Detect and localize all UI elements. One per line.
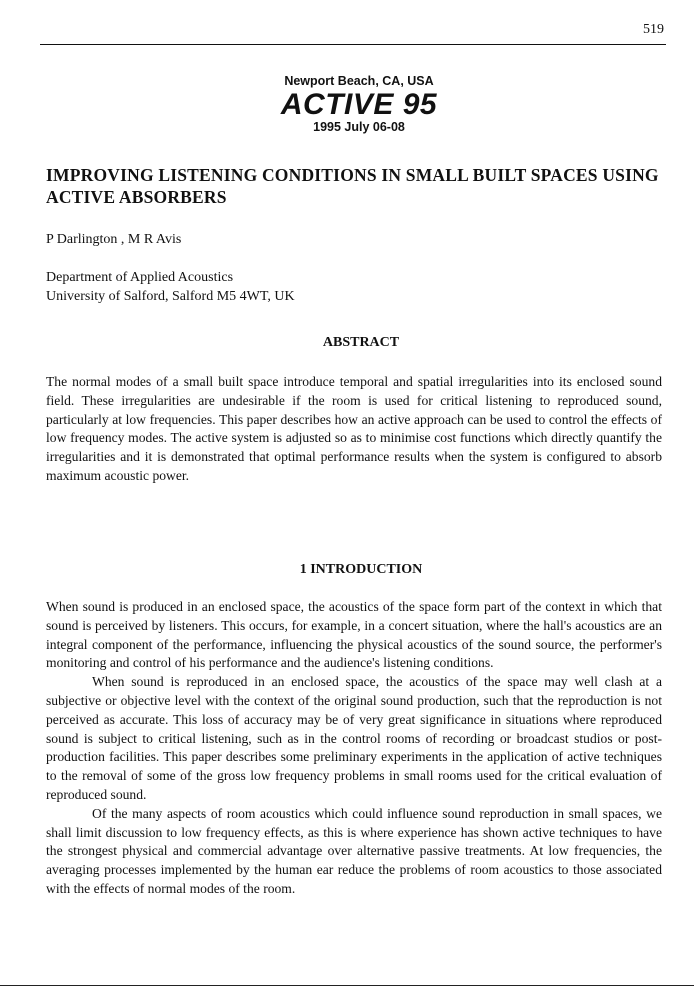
abstract-heading: ABSTRACT xyxy=(322,335,400,350)
affiliation xyxy=(46,268,295,306)
conference-dates: 1995 July 06-08 xyxy=(313,120,405,134)
introduction-body xyxy=(46,598,662,899)
authors: P Darlington , M R Avis xyxy=(46,232,182,247)
conference-header xyxy=(0,74,694,134)
conference-name: ACTIVE 95 xyxy=(280,88,438,121)
intro-paragraph-2: When sound is reproduced in an enclosed space, the acoustics of the space may well clash at a subjective or objective level with the context of the original sound production, such that the reproduction is not perceived as accurate. This loss of accuracy may be of very great significance in situations where reproduced sound is subject to critical listening, such as in the control rooms of recording or broadcast studios or post-production facilities. This paper describes some preliminary experiments in the application of active techniques to the removal of some of the gross low frequency problems in small rooms used for the critical evaluation of reproduced sound. xyxy=(46,674,662,802)
intro-paragraph-1: When sound is produced in an enclosed space, the acoustics of the space form part of the context in which that sound is perceived by listeners. This occurs, for example, in a concert situation, where the hall's acoustics are an integral component of the performance, influencing the physical acoustics of the sound source, the performer's monitoring and control of his performance and the audience's listening conditions. xyxy=(46,599,662,671)
conference-location: Newport Beach, CA, USA xyxy=(284,74,434,88)
abstract-paragraph: The normal modes of a small built space introduce temporal and spatial irregularities into its enclosed sound field. These irregularities are undesirable if the room is used for critical listening to reproduced sound, particularly at low frequencies. This paper describes how an active approach can be used to control the effects of low frequency modes. The active system is adjusted so as to minimise cost functions which directly quantify the irregularities and it is demonstrated that optimal performance results when the system is configured to absorb maximum acoustic power. xyxy=(46,374,662,483)
paper-title: IMPROVING LISTENING CONDITIONS IN SMALL BUILT SPACES USING ACTIVE ABSORBERS xyxy=(46,165,659,207)
affiliation-department: Department of Applied Acoustics xyxy=(46,270,234,285)
affiliation-university: University of Salford, Salford M5 4WT, UK xyxy=(46,289,295,304)
header-rule xyxy=(40,44,666,45)
introduction-heading: 1 INTRODUCTION xyxy=(299,562,423,577)
page-number: 519 xyxy=(643,22,664,37)
footer-rule xyxy=(0,985,694,986)
abstract-body xyxy=(46,373,662,486)
intro-paragraph-3: Of the many aspects of room acoustics which could influence sound reproduction in small spaces, we shall limit discussion to low frequency effects, as this is where experience has shown active techniques to have the strongest physical and commercial advantage over alternative passive treatments. At low frequencies, the averaging processes implemented by the human ear reduce the problems of room acoustics to those associated with the effects of normal modes of the room. xyxy=(46,805,662,896)
